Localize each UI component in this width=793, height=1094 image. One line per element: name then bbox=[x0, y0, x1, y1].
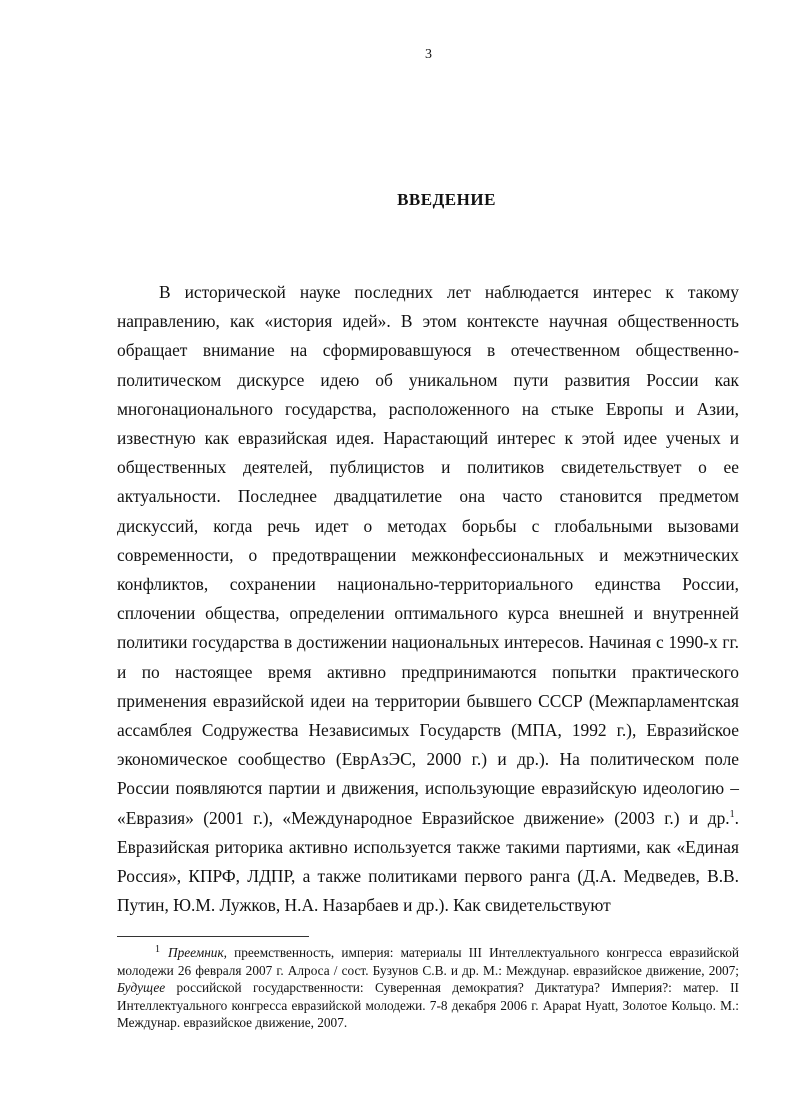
footnote-divider bbox=[117, 936, 309, 937]
footnote bbox=[117, 944, 739, 1032]
footnote-title-1: Преемник, bbox=[168, 945, 227, 960]
body-text-main: В исторической науке последних лет наблюдается интерес к такому направлению, как «история идей». В этом контексте научная общественность обращает внимание на сформировавшуюся в отечественном общественно-политическом дискурсе идею об уникальном пути развития России как многонационального государства, расположенного на стыке Европы и Азии, известную как евразийская идея. Нарастающий интерес к этой идее ученых и общественных деятелей, публицистов и политиков свидетельствует о ее актуальности. Последнее двадцатилетие она часто становится предметом дискуссий, когда речь идет о методах борьбы с глобальными вызовами современности, о предотвращении межконфессиональных и межэтнических конфликтов, сохранении национально-территориального единства России, сплочении общества, определении оптимального курса внешней и внутренней политики государства в достижении национальных интересов. Начиная с 1990-х гг. и по настоящее время активно предпринимаются попытки практического применения евразийской идеи на территории бывшего СССР (Межпарламентская ассамблея Содружества Независимых Государств (МПА, 1992 г.), Евразийское экономическое сообщество (ЕврАзЭС, 2000 г.) и др.). На политическом поле России появляются партии и движения, использующие евразийскую идеологию – «Евразия» (2001 г.), «Международное Евразийское движение» (2003 г.) и др. bbox=[117, 282, 739, 828]
footnote-text-2: российской государственности: Суверенная демократия? Диктатура? Империя?: матер. II Интеллектуального конгресса евразийской молодежи. 7-8 декабря 2006 г. Apapat Hyatt, Золотое Кольцо. М.: Междунар. евразийское движение, 2007. bbox=[117, 980, 739, 1031]
footnote-text-1: преемственность, империя: материалы III Интеллектуального конгресса евразийской молодежи 26 февраля 2007 г. Алроса / сост. Бузунов С.В. и др. М.: Междунар. евразийское движение, 2007; bbox=[117, 945, 739, 978]
footnote-mark: 1 bbox=[155, 943, 160, 955]
footnote-title-2: Будущее bbox=[117, 980, 166, 996]
body-paragraph bbox=[117, 278, 739, 920]
body-text-continued: . Евразийская риторика активно используется также такими партиями, как «Единая Россия», КПРФ, ЛДПР, а также политиками первого ранга (Д.А. Медведев, В.В. Путин, Ю.М. Лужков, Н.А. Назарбаев и др.). Как свидетельствуют bbox=[117, 807, 739, 916]
page-number: 3 bbox=[425, 47, 432, 62]
footnote-reference[interactable]: 1 bbox=[729, 808, 735, 820]
page-title: ВВЕДЕНИЕ bbox=[397, 190, 496, 209]
